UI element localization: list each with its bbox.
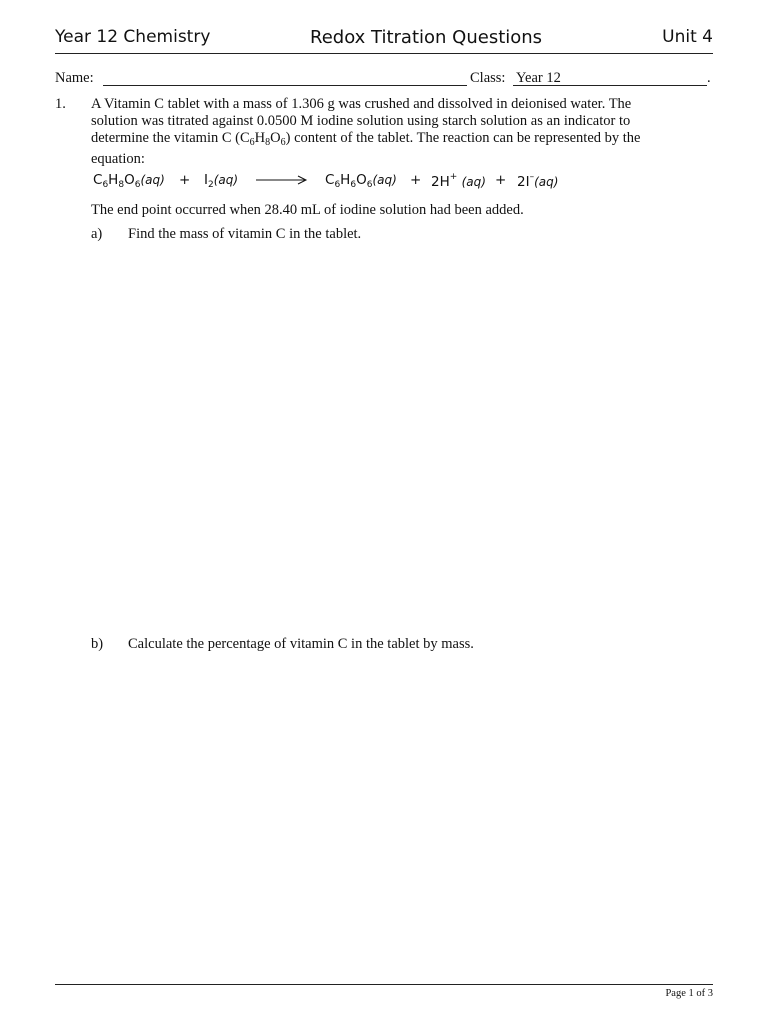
- header-rule: [55, 53, 713, 54]
- product-iodide-ion: 2I–(aq): [517, 172, 559, 190]
- plus-sign: +: [495, 172, 507, 188]
- question-intro-line: A Vitamin C tablet with a mass of 1.306 g was crushed and dissolved in deionised water. The: [91, 96, 632, 112]
- plus-sign: +: [179, 172, 191, 188]
- part-a-label: a): [91, 226, 103, 242]
- plus-sign: +: [410, 172, 422, 188]
- reaction-arrow-icon: [256, 173, 308, 187]
- name-class-row: [55, 70, 713, 88]
- footer-rule: [55, 984, 713, 985]
- product-dehydroascorbic: $C_6H_6O_6(aq)$: [325, 172, 397, 190]
- class-end-period: .: [707, 70, 711, 86]
- product-hydrogen-ion: 2H+ (aq): [431, 172, 486, 190]
- name-field-line[interactable]: [103, 85, 467, 86]
- header-title: Redox Titration Questions: [310, 27, 543, 48]
- part-b-label: b): [91, 636, 104, 652]
- header-course: Year 12 Chemistry: [55, 27, 211, 47]
- name-label: Name:: [55, 70, 94, 86]
- class-label: Class:: [470, 70, 506, 86]
- part-a-question: Find the mass of vitamin C in the tablet.: [128, 226, 362, 242]
- header-unit: Unit 4: [662, 27, 713, 47]
- endpoint-statement: The end point occurred when 28.40 mL of iodine solution had been added.: [91, 202, 524, 218]
- question-intro-line: equation:: [91, 151, 145, 167]
- part-b-question: Calculate the percentage of vitamin C in the tablet by mass.: [128, 636, 474, 652]
- reactant-vitamin-c: $C_6H_8O_6(aq)$: [93, 172, 165, 190]
- page-number: Page 1 of 3: [665, 988, 713, 999]
- question-intro-line: determine the vitamin C $(C_6H_8O_6)$ content of the tablet. The reaction can be represented by the: [91, 130, 641, 148]
- question-number: 1.: [55, 96, 66, 112]
- class-field-line[interactable]: [513, 85, 707, 86]
- question-intro-line: solution was titrated against 0.0500 M iodine solution using starch solution as an indicator to: [91, 113, 631, 129]
- question-intro: [91, 96, 701, 168]
- reactant-iodine: $I_2(aq)$: [204, 172, 239, 190]
- class-value: Year 12: [516, 70, 561, 86]
